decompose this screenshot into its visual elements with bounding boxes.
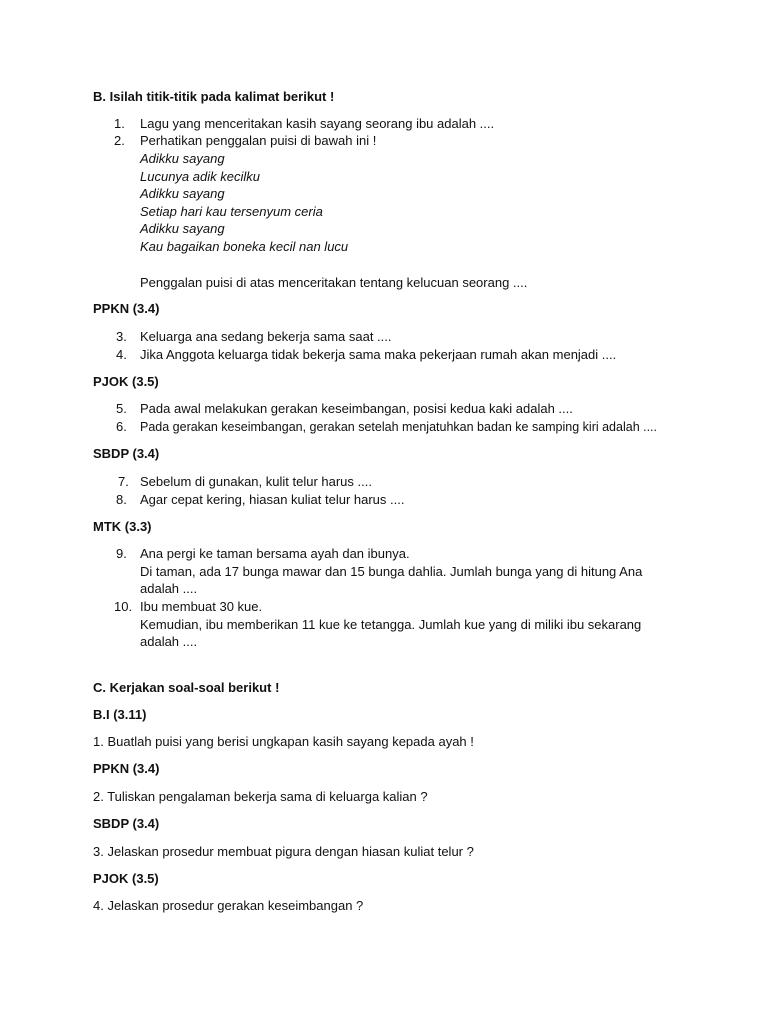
question-number: 4. bbox=[116, 347, 127, 362]
section-b-heading: B. Isilah titik-titik pada kalimat berikut ! bbox=[93, 89, 335, 104]
question-number: 5. bbox=[116, 401, 127, 416]
question-text: Kemudian, ibu memberikan 11 kue ke tetangga. Jumlah kue yang di miliki ibu sekarang bbox=[140, 617, 642, 632]
subject-heading: PJOK (3.5) bbox=[93, 374, 159, 389]
question-text: adalah .... bbox=[140, 634, 198, 649]
subject-heading: PPKN (3.4) bbox=[93, 301, 160, 316]
question-text: Pada gerakan keseimbangan, gerakan setelah menjatuhkan badan ke samping kiri adalah .... bbox=[140, 420, 658, 434]
poem-line: Adikku sayang bbox=[140, 151, 225, 166]
question-text: Ibu membuat 30 kue. bbox=[140, 599, 263, 614]
poem-line: Kau bagaikan boneka kecil nan lucu bbox=[140, 239, 349, 254]
question-text: adalah .... bbox=[140, 581, 198, 596]
poem-line: Adikku sayang bbox=[140, 186, 225, 201]
question-number: 1. bbox=[114, 116, 125, 131]
question-text: Sebelum di gunakan, kulit telur harus .... bbox=[140, 474, 372, 489]
subject-heading: SBDP (3.4) bbox=[93, 446, 160, 461]
essay-question: 2. Tuliskan pengalaman bekerja sama di keluarga kalian ? bbox=[93, 789, 428, 804]
question-text: Di taman, ada 17 bunga mawar dan 15 bunga dahlia. Jumlah bunga yang di hitung Ana bbox=[140, 564, 643, 579]
subject-heading: PJOK (3.5) bbox=[93, 871, 159, 886]
subject-heading: PPKN (3.4) bbox=[93, 761, 160, 776]
question-number: 8. bbox=[116, 492, 127, 507]
question-text: Perhatikan penggalan puisi di bawah ini ! bbox=[140, 133, 377, 148]
question-text: Ana pergi ke taman bersama ayah dan ibunya. bbox=[140, 546, 410, 561]
question-number: 2. bbox=[114, 133, 125, 148]
question-text: Lagu yang menceritakan kasih sayang seorang ibu adalah .... bbox=[140, 116, 495, 131]
poem-line: Adikku sayang bbox=[140, 221, 225, 236]
essay-question: 1. Buatlah puisi yang berisi ungkapan kasih sayang kepada ayah ! bbox=[93, 734, 474, 749]
question-text: Penggalan puisi di atas menceritakan tentang kelucuan seorang .... bbox=[140, 275, 528, 290]
question-number: 3. bbox=[116, 329, 127, 344]
essay-question: 4. Jelaskan prosedur gerakan keseimbangan ? bbox=[93, 898, 364, 913]
question-number: 6. bbox=[116, 419, 127, 434]
subject-heading: MTK (3.3) bbox=[93, 519, 152, 534]
poem-line: Setiap hari kau tersenyum ceria bbox=[140, 204, 323, 219]
question-number: 9. bbox=[116, 546, 127, 561]
question-text: Jika Anggota keluarga tidak bekerja sama maka pekerjaan rumah akan menjadi .... bbox=[140, 347, 617, 362]
question-text: Keluarga ana sedang bekerja sama saat .... bbox=[140, 329, 392, 344]
subject-heading: B.I (3.11) bbox=[93, 707, 147, 722]
essay-question: 3. Jelaskan prosedur membuat pigura dengan hiasan kuliat telur ? bbox=[93, 844, 474, 859]
question-number: 7. bbox=[118, 474, 129, 489]
question-text: Pada awal melakukan gerakan keseimbangan, posisi kedua kaki adalah .... bbox=[140, 401, 573, 416]
section-c-heading: C. Kerjakan soal-soal berikut ! bbox=[93, 680, 280, 695]
subject-heading: SBDP (3.4) bbox=[93, 816, 160, 831]
question-number: 10. bbox=[114, 599, 133, 614]
question-text: Agar cepat kering, hiasan kuliat telur harus .... bbox=[140, 492, 405, 507]
poem-line: Lucunya adik kecilku bbox=[140, 169, 260, 184]
